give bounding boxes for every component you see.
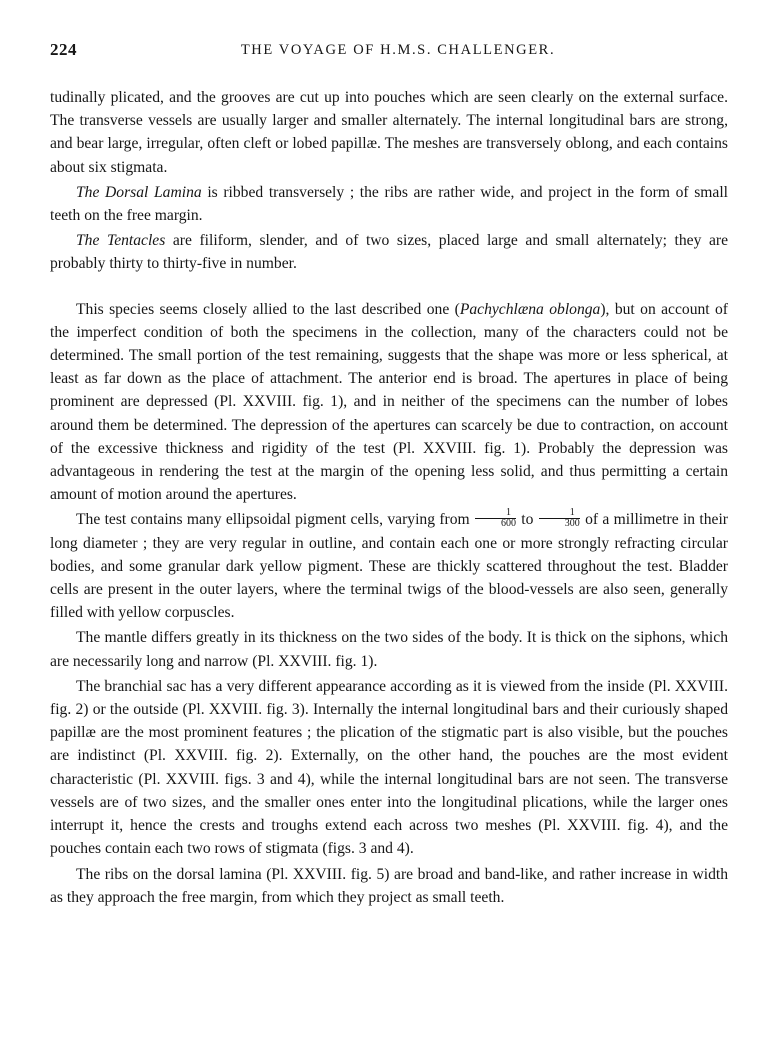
running-title: THE VOYAGE OF H.M.S. CHALLENGER. xyxy=(240,42,556,58)
tentacles-heading: The Tentacles xyxy=(76,232,166,250)
dorsal-lamina-text: is ribbed transversely ; the ribs are rather wide, and project in the form of small teeth on the free margin. xyxy=(50,183,729,225)
paragraph-branchial-description: tudinally plicated, and the grooves are cut up into pouches which are seen clearly on the external surface. The transverse vessels are usually larger and smaller alternately. The internal longitudinal bars are strong, and bear large, irregular, often cleft or lobed papillæ. The meshes are transversely oblong, and each contains about six stigmata. xyxy=(50,89,728,176)
paragraph-mantle: The mantle differs greatly in its thickness on the two sides of the body. It is thick on the siphons, which are necessarily long and narrow (Pl. XXVIII. fig. 1). xyxy=(50,629,728,670)
species-name: Pachychlæna oblonga xyxy=(459,300,601,318)
fraction-denominator: 300 xyxy=(539,518,580,529)
test-pigment-text-b: to xyxy=(516,511,538,529)
fraction-one-three-hundredth xyxy=(539,508,580,529)
fraction-numerator: 1 xyxy=(569,507,575,519)
fraction-numerator: 1 xyxy=(505,507,511,519)
paragraph-branchial-sac: The branchial sac has a very different appearance according as it is viewed from the inside (Pl. XXVIII. fig. 2) or the outside (Pl. XXVIII. fig. 3). Internally the internal longitudinal bars and their curiously shaped papillæ are the most prominent features ; the plication of the stigmatic part is also visible, but the pouches are indistinct (Pl. XXVIII. fig. 2). Externally, on the other hand, the pouches are the most evident characteristic (Pl. XXVIII. figs. 3 and 4), while the internal longitudinal bars are not seen. The transverse vessels are of two sizes, and the smaller ones enter into the longitudinal plications, while the larger ones interrupt it, hence the crests and troughs extend each across two meshes (Pl. XXVIII. fig. 4), and the pouches contain each two rows of stigmata (figs. 3 and 4). xyxy=(50,677,728,858)
species-remarks-text-b: ), but on account of the imperfect condition of both the specimens in the collection, many of the characters could not be determined. The small portion of the test remaining, suggests that the shape was more or less spherical, at least as far down as the place of attachment. The anterior end is broad. The apertures in place of being prominent are depressed (Pl. XXVIII. fig. 1), and in neither of the specimens can the number of lobes around them be determined. The depression of the apertures can scarcely be due to contraction, on account of the excessive thickness and rigidity of the test (Pl. XXVIII. fig. 1). Probably the depression was advantageous in rendering the test at the margin of the opening less solid, and thus permitting a certain amount of motion around the apertures. xyxy=(50,300,728,504)
page-header xyxy=(0,40,776,64)
dorsal-lamina-heading: The Dorsal Lamina xyxy=(76,183,202,201)
fraction-denominator: 600 xyxy=(475,518,516,529)
paragraph-species-remarks xyxy=(50,298,728,507)
paragraph-tentacles xyxy=(50,229,728,275)
tentacles-text: are filiform, slender, and of two sizes, placed large and small alternately; they are probably thirty to thirty-five in number. xyxy=(50,232,729,273)
test-pigment-text-c: of a millimetre in their long diameter ; they are very regular in outline, and contain each one or more strongly refracting circular bodies, and some granular dark yellow pigment. These are thickly scattered throughout the test. Bladder cells are present in the outer layers, where the terminal twigs of the blood-vessels are also seen, generally filled with yellow corpuscles. xyxy=(50,511,728,622)
species-remarks-text-a: This species seems closely allied to the last described one ( xyxy=(76,300,460,318)
paragraph-test-pigment xyxy=(50,508,728,624)
paragraph-dorsal-ribs: The ribs on the dorsal lamina (Pl. XXVIII. fig. 5) are broad and band-like, and rather increase in width as they approach the free margin, from which they project as small teeth. xyxy=(50,865,728,906)
test-pigment-text-a: The test contains many ellipsoidal pigment cells, varying from xyxy=(76,511,474,529)
paragraph-dorsal-lamina xyxy=(50,181,728,227)
page-number: 224 xyxy=(50,40,77,59)
fraction-one-six-hundredth xyxy=(475,508,516,529)
body-text xyxy=(50,86,728,909)
